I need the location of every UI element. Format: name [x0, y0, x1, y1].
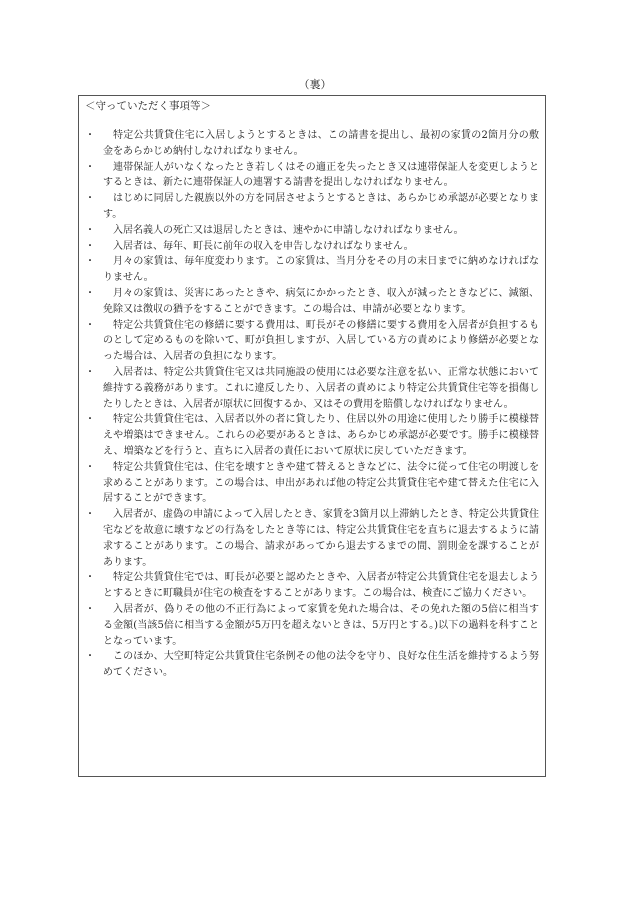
item-text: 入居者が、偽りその他の不正行為によって家賃を免れた場合は、その免れた額の5倍に相当する金額(当該5倍に相当する金額が5万円を超えないときは、5万円とする。)以下の過料を科すこととなっています。 — [103, 603, 539, 647]
bullet-icon: ・ — [85, 240, 95, 252]
list-item — [79, 286, 545, 318]
item-text: 特定公共賃貸住宅では、町長が必要と認めたときや、入居者が特定公共賃貸住宅を退去しようとするときに町職員が住宅の検査をすることがあります。この場合は、検査にご協力ください。 — [103, 572, 539, 600]
item-text: 月々の家賃は、災害にあったときや、病気にかかったとき、収入が減ったときなどに、減額、免除又は徴収の猶予をすることができます。この場合は、申請が必要となります。 — [103, 287, 539, 315]
list-item — [79, 128, 545, 160]
bullet-icon: ・ — [85, 193, 95, 205]
list-item — [79, 254, 545, 286]
item-text: 特定公共賃貸住宅は、住宅を壊すときや建て替えるときなどに、法令に従って住宅の明渡しを求めることがあります。この場合は、申出があれば他の特定公共賃貸住宅や建て替えた住宅に入居することができます。 — [103, 461, 539, 505]
obligations-box — [78, 95, 546, 777]
list-item — [79, 507, 545, 570]
item-text: はじめに同居した親族以外の方を同居させようとするときは、あらかじめ承認が必要となります。 — [103, 193, 539, 220]
list-item — [79, 649, 545, 681]
list-item — [79, 223, 545, 239]
item-text: 入居者は、特定公共賃貸住宅又は共同施設の使用には必要な注意を払い、正常な状態において維持する義務があります。これに違反したり、入居者の責めにより特定公共賃貸住宅等を損傷したりしたときは、入居者が原状に回復するか、又はその費用を賠償しなければなりません。 — [103, 366, 539, 410]
bullet-icon: ・ — [85, 572, 95, 584]
list-item — [79, 239, 545, 255]
bullet-icon: ・ — [85, 256, 95, 268]
bullet-icon: ・ — [85, 509, 95, 521]
item-text: 特定公共賃貸住宅は、入居者以外の者に貸したり、住居以外の用途に使用したり勝手に模様替えや増築はできません。これらの必要があるときは、あらかじめ承認が必要です。勝手に模様替え、増築などを行うと、直ちに入居者の責任において原状に戻していただきます。 — [103, 414, 539, 457]
page-label: （裏） — [298, 78, 332, 91]
bullet-icon: ・ — [85, 651, 95, 663]
item-text: 入居者は、毎年、町長に前年の収入を申告しなければなりません。 — [113, 240, 414, 252]
item-text: 入居者が、虚偽の申請によって入居したとき、家賃を3箇月以上滞納したとき、特定公共賃貸住宅などを故意に壊すなどの行為をしたとき等には、特定公共賃貸住宅を直ちに退去するように請求することがあります。この場合、請求があってから退去するまでの間、罰則金を課することがあります。 — [103, 509, 539, 568]
item-text: 特定公共賃貸住宅の修繕に要する費用は、町長がその修繕に要する費用を入居者が負担するものとして定めるものを除いて、町が負担しますが、入居している方の責めにより修繕が必要となった場合は、入居者の負担になります。 — [103, 319, 539, 363]
bullet-icon: ・ — [85, 287, 95, 299]
bullet-icon: ・ — [85, 461, 95, 473]
item-text: 月々の家賃は、毎年度変わります。この家賃は、当月分をその月の末日までに納めなければなりません。 — [103, 256, 539, 284]
bullet-icon: ・ — [85, 414, 95, 426]
item-text: このほか、大空町特定公共賃貸住宅条例その他の法令を守り、良好な住生活を維持するよう努めてください。 — [103, 651, 539, 679]
list-item — [79, 191, 545, 223]
bullet-icon: ・ — [85, 224, 95, 236]
bullet-icon: ・ — [85, 366, 95, 378]
obligations-list — [79, 128, 545, 681]
list-item — [79, 412, 545, 459]
list-item — [79, 160, 545, 192]
bullet-icon: ・ — [85, 130, 95, 141]
list-item — [79, 460, 545, 507]
list-item — [79, 570, 545, 602]
bullet-icon: ・ — [85, 161, 95, 173]
list-item — [79, 365, 545, 412]
bullet-icon: ・ — [85, 603, 95, 615]
item-text: 入居名義人の死亡又は退居したときは、速やかに申請しなければなりません。 — [113, 224, 464, 236]
list-item — [79, 318, 545, 365]
list-item — [79, 602, 545, 649]
item-text: 特定公共賃貸住宅に入居しようとするときは、この請書を提出し、最初の家賃の2箇月分の敷金をあらかじめ納付しなければなりません。 — [103, 130, 539, 157]
bullet-icon: ・ — [85, 319, 95, 331]
item-text: 連帯保証人がいなくなったとき若しくはその適正を失ったとき又は連帯保証人を変更しようとするときは、新たに連帯保証人の連署する請書を提出しなければなりません。 — [103, 161, 539, 189]
section-title: ＜守っていただく事項等＞ — [85, 100, 211, 112]
